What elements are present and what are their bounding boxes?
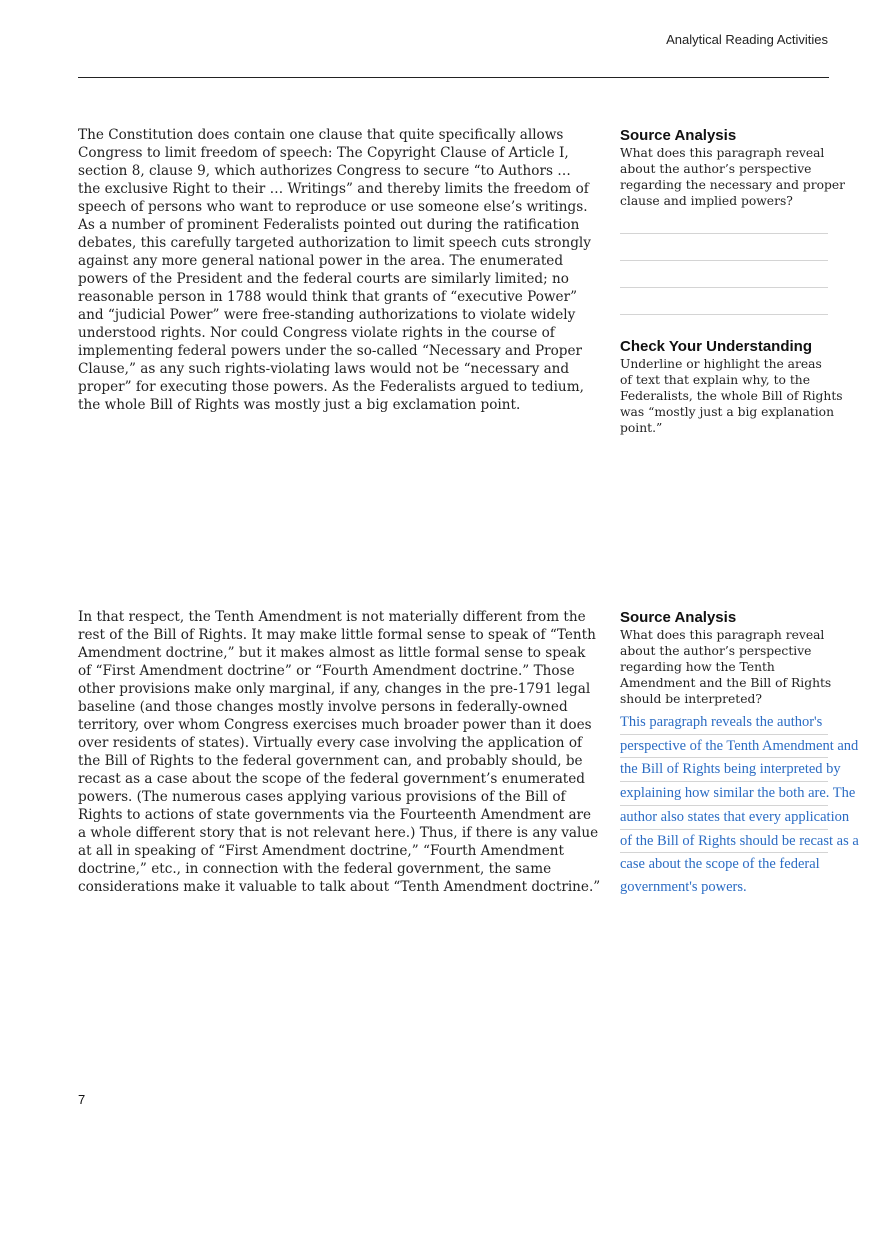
body-paragraph-1 — [78, 126, 591, 414]
text-line: Amendment doctrine,” but it makes almost as little formal sense to speak — [78, 645, 586, 661]
answer-line[interactable]: author also states that every application — [620, 806, 828, 830]
answer-line[interactable]: of the Bill of Rights should be recast as a — [620, 830, 828, 854]
header-divider — [78, 77, 829, 78]
text-line: of “First Amendment doctrine” or “Fourth Amendment doctrine.” Those — [78, 663, 575, 679]
text-line: Clause,” as any such rights-violating laws would not be “necessary and — [78, 361, 570, 377]
sidebar-heading: Source Analysis — [620, 609, 737, 626]
text-line: was “mostly just a big explanation — [620, 405, 834, 419]
check-your-understanding — [620, 338, 843, 436]
text-line: reasonable person in 1788 would think that grants of “executive Power” — [78, 289, 578, 305]
text-line: should be interpreted? — [620, 692, 762, 706]
answer-line[interactable]: the Bill of Rights being interpreted by — [620, 758, 828, 782]
answer-line[interactable]: explaining how similar the both are. The — [620, 782, 828, 806]
sidebar-heading: Source Analysis — [620, 127, 737, 144]
answer-line[interactable]: case about the scope of the federal — [620, 856, 820, 873]
text-line: the Bill of Rights to the federal government can, and probably should, be — [78, 753, 583, 769]
text-line: understood rights. Nor could Congress violate rights in the course of — [78, 325, 555, 341]
text-line: territory, over whom Congress exercises much broader power than it does — [78, 717, 592, 733]
source-analysis-2 — [620, 609, 859, 899]
text-line: doctrine,” etc., in connection with the federal government, the same — [78, 861, 552, 877]
text-line: In that respect, the Tenth Amendment is not materially different from the — [78, 609, 586, 625]
text-line: implementing federal powers under the so-called “Necessary and Proper — [78, 343, 583, 359]
sidebar-instructions — [620, 356, 843, 436]
text-line: a whole different story that is not relevant here.) Thus, if there is any value — [78, 825, 599, 841]
text-line: recast as a case about the scope of the federal government’s enumerated — [78, 771, 586, 787]
text-line: of text that explain why, to the — [620, 373, 810, 387]
answer-line[interactable] — [620, 233, 828, 234]
text-line: considerations make it valuable to talk about “Tenth Amendment doctrine.” — [78, 879, 601, 895]
sidebar-heading: Check Your Understanding — [620, 338, 812, 355]
text-line: What does this paragraph reveal — [620, 628, 825, 642]
text-line: What does this paragraph reveal — [620, 146, 825, 160]
text-line: clause and implied powers? — [620, 194, 793, 208]
text-line: Underline or highlight the areas — [620, 357, 822, 371]
text-line: Amendment and the Bill of Rights — [620, 676, 832, 690]
answer-line[interactable]: government's powers. — [620, 878, 747, 895]
sidebar-question — [620, 627, 830, 707]
text-line: about the author’s perspective — [620, 162, 812, 176]
answer-line[interactable] — [620, 314, 828, 315]
text-line: powers of the President and the federal courts are similarly limited; no — [78, 271, 569, 287]
text-line: Federalists, the whole Bill of Rights — [620, 389, 843, 403]
text-line: the exclusive Right to their … Writings” and thereby limits the freedom of — [78, 181, 589, 197]
text-line: other provisions make only marginal, if any, changes in the pre-1791 legal — [78, 681, 591, 697]
text-line: debates, this carefully targeted authorization to limit speech cuts strongly — [78, 235, 591, 251]
text-line: baseline (and those changes mostly involve persons in federally-owned — [78, 699, 568, 715]
text-line: at all in speaking of “First Amendment doctrine,” “Fourth Amendment — [78, 843, 565, 859]
text-line: The Constitution does contain one clause that quite specifically allows — [78, 127, 564, 143]
text-line: and “judicial Power” were free-standing authorizations to violate widely — [78, 307, 576, 323]
text-line: regarding how the Tenth — [620, 660, 775, 674]
text-line: the whole Bill of Rights was mostly just a big exclamation point. — [78, 397, 521, 413]
body-paragraph-2 — [78, 608, 601, 896]
text-line: over residents of states). Virtually every case involving the application of — [78, 735, 583, 751]
text-line: about the author’s perspective — [620, 644, 812, 658]
answer-line[interactable]: perspective of the Tenth Amendment and — [620, 735, 828, 759]
answer-line[interactable] — [620, 260, 828, 261]
text-line: proper” for executing those powers. As the Federalists argued to tedium, — [78, 379, 584, 395]
answer-line[interactable] — [620, 287, 828, 288]
text-line: against any more general national power in the area. The enumerated — [78, 253, 564, 269]
handwritten-answer[interactable] — [620, 711, 859, 899]
page-number: 7 — [78, 1092, 86, 1107]
text-line: Congress to limit freedom of speech: The Copyright Clause of Article I, — [78, 145, 569, 161]
text-line: point.” — [620, 421, 663, 435]
text-line: rest of the Bill of Rights. It may make little formal sense to speak of “Tenth — [78, 627, 596, 643]
text-line: As a number of prominent Federalists pointed out during the ratification — [78, 217, 580, 233]
text-line: powers. (The numerous cases applying various provisions of the Bill of — [78, 789, 566, 805]
text-line: section 8, clause 9, which authorizes Congress to secure “to Authors … — [78, 163, 571, 179]
source-analysis-1 — [620, 127, 846, 315]
running-header: Analytical Reading Activities — [666, 32, 828, 47]
text-line: regarding the necessary and proper — [620, 178, 846, 192]
text-line: Rights to actions of state governments via the Fourteenth Amendment are — [78, 807, 592, 823]
text-line: speech of persons who want to reproduce or use someone else’s writings. — [78, 199, 588, 215]
answer-line[interactable]: This paragraph reveals the author's — [620, 711, 828, 735]
sidebar-question — [620, 145, 846, 209]
